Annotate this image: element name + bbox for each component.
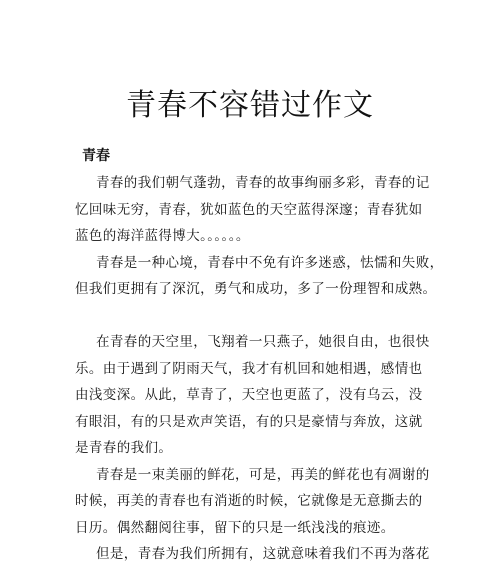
paragraph-line: 时候，再美的青春也有消逝的时候，它就像是无意撕去的 [75, 493, 423, 509]
paragraph-line: 日历。偶然翻阅往事，留下的只是一纸浅浅的痕迹。 [75, 519, 395, 536]
document-title: 青春不容错过作文 [126, 88, 374, 123]
paragraph-line: 青春是一种心境，青春中不免有许多迷惑，怯懦和失败， [96, 254, 444, 271]
essay-body [75, 170, 444, 565]
section-heading: 青春 [82, 148, 110, 164]
paragraph-line: 由浅变深。从此，草青了，天空也更蓝了，没有乌云，没 [75, 387, 423, 403]
paragraph-line: 但是，青春为我们所拥有，这就意味着我们不再为落花 [96, 546, 430, 562]
paragraph-line: 青春的我们朝气蓬勃，青春的故事绚丽多彩，青春的记 [96, 175, 430, 191]
paragraph-line: 忆回味无穷，青春，犹如蓝色的天空蓝得深邃；青春犹如 [75, 201, 423, 218]
paragraph-line: 蓝色的海洋蓝得博大。。。。。。 [75, 228, 250, 244]
paragraph-line: 在青春的天空里，飞翔着一只燕子，她很自由，也很快 [96, 334, 430, 350]
paragraph-line: 有眼泪，有的只是欢声笑语，有的只是豪情与奔放，这就 [75, 413, 423, 430]
paragraph-line: 但我们更拥有了深沉，勇气和成功，多了一份理智和成熟。 [75, 281, 437, 297]
paragraph-spacer [75, 303, 435, 330]
paragraph-line: 青春是一束美丽的鲜花，可是，再美的鲜花也有凋谢的 [96, 466, 430, 483]
paragraph-line: 乐。由于遇到了阴雨天气，我才有机回和她相遇，感情也 [75, 360, 423, 377]
paragraph-line: 是青春的我们。 [75, 440, 173, 456]
